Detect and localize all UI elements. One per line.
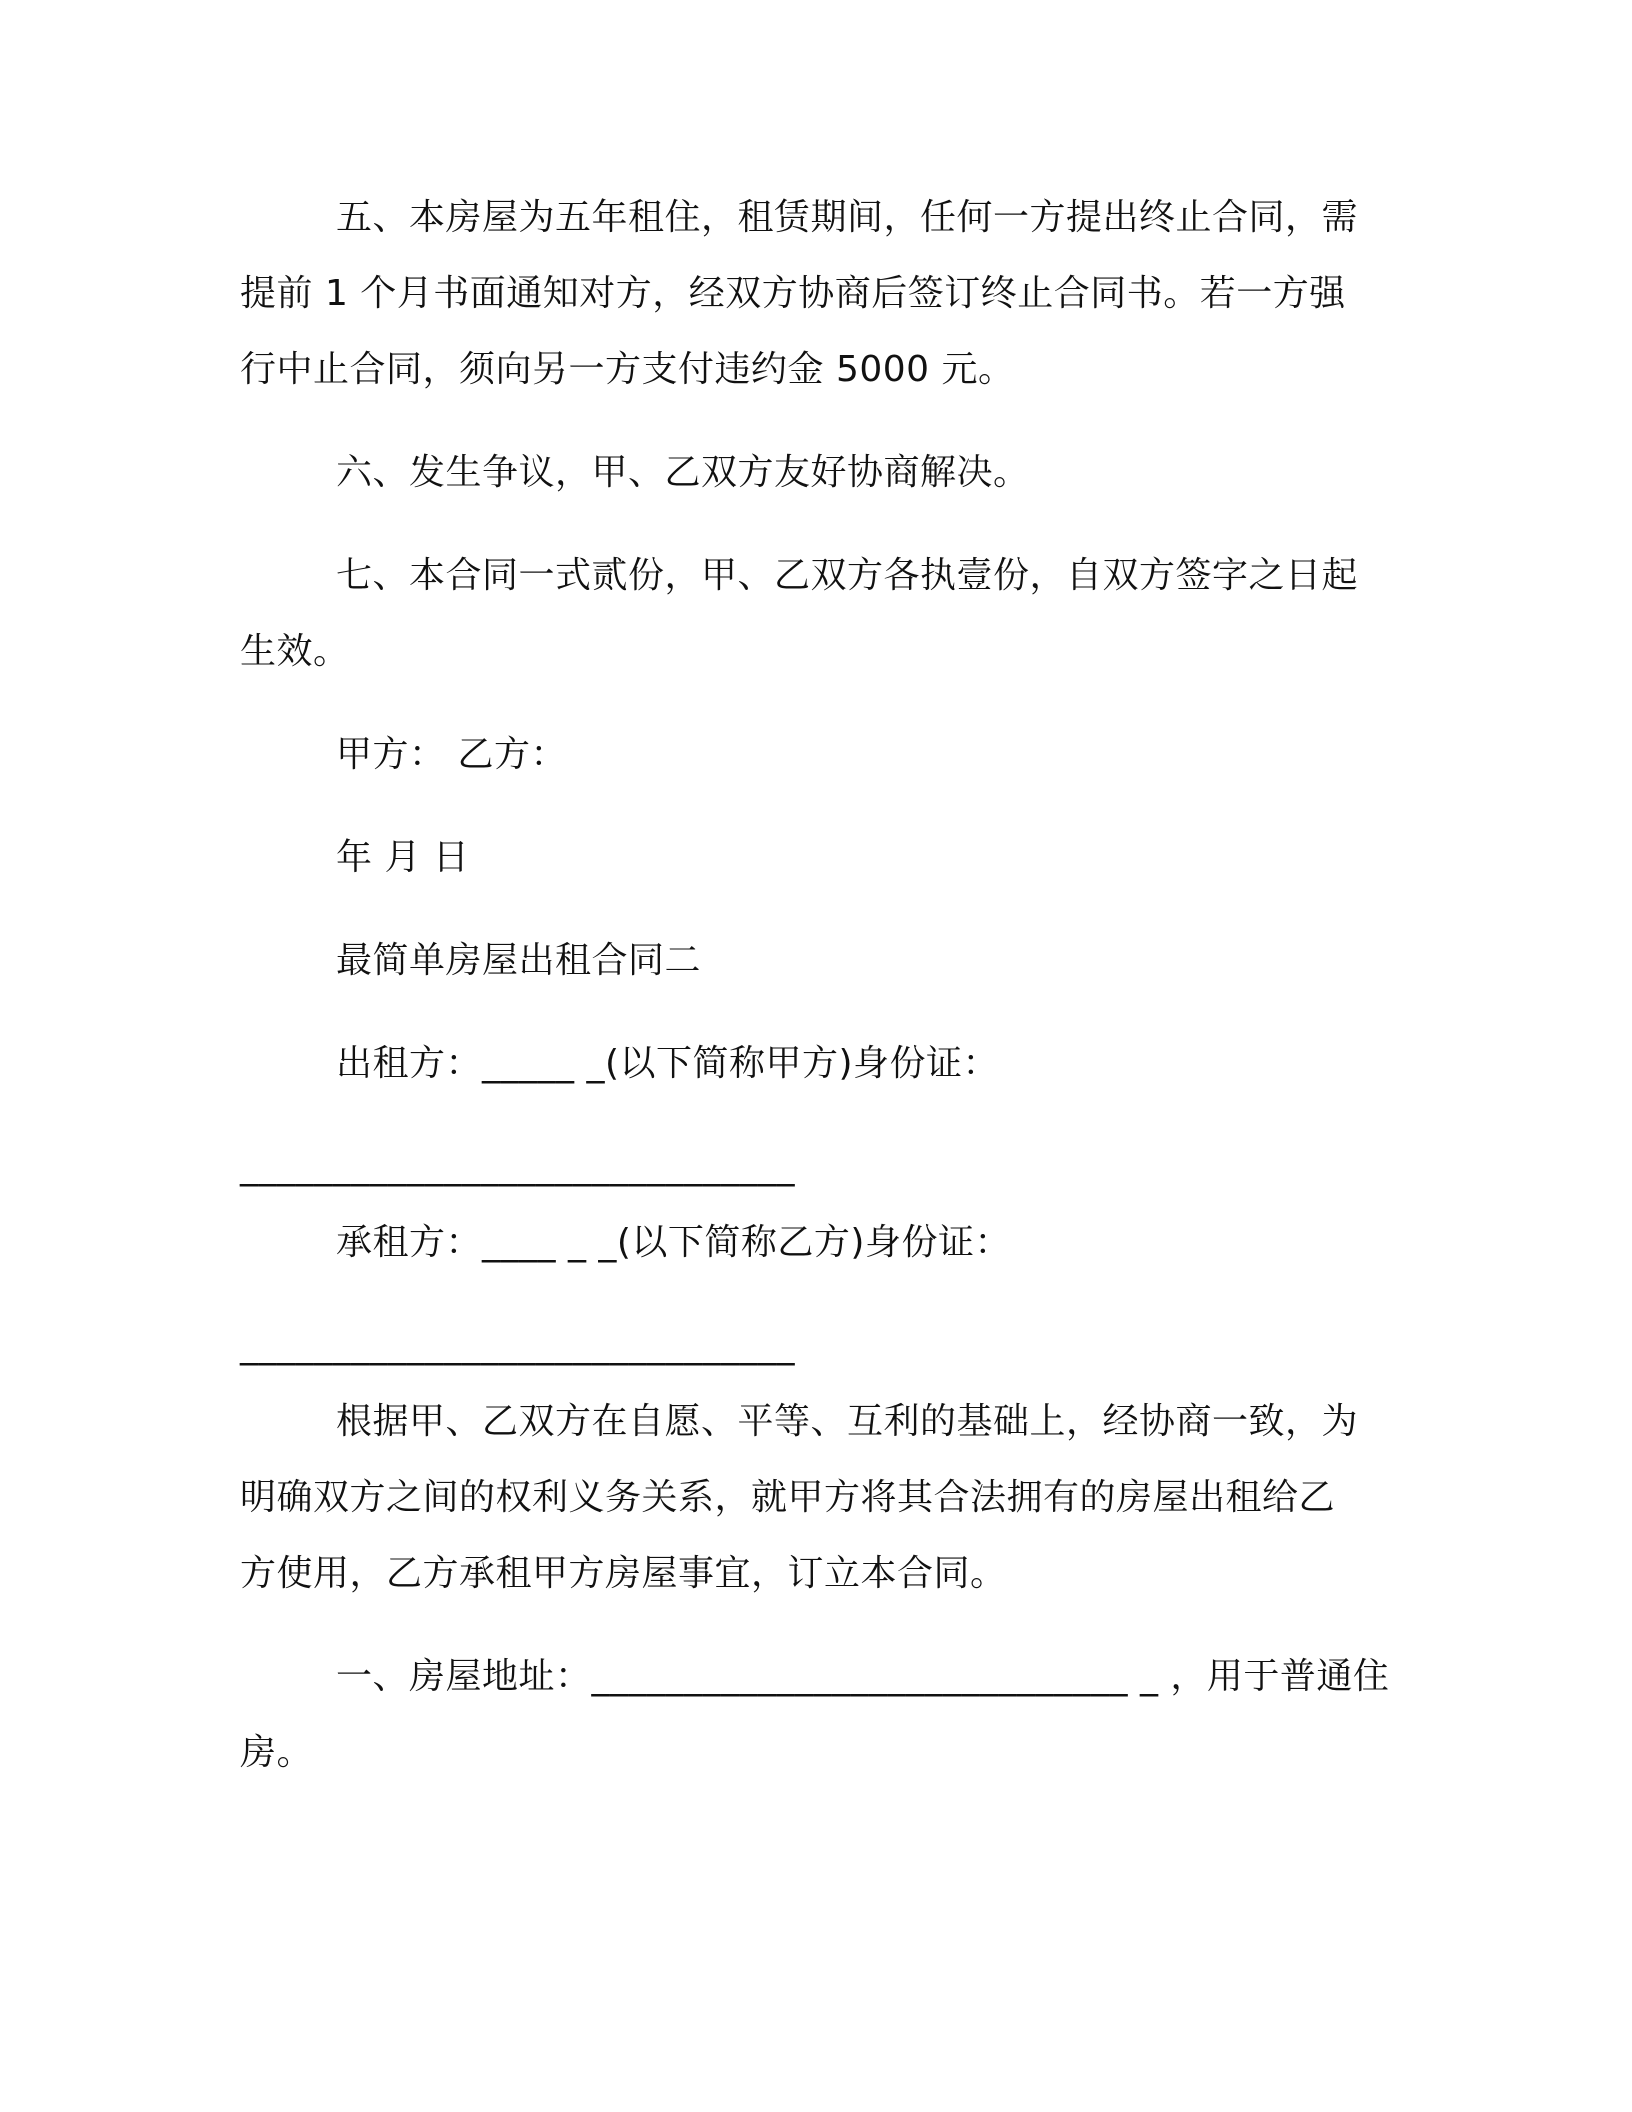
lessor-id-blank: ______________________________ <box>240 1146 795 1187</box>
preamble-line-3: 方使用，乙方承租甲方房屋事宜，订立本合同。 <box>240 1553 1007 1594</box>
clause-5-line-1: 五、本房屋为五年租住，租赁期间，任何一方提出终止合同，需 <box>336 197 1359 238</box>
lessee-id-blank: ______________________________ <box>240 1325 795 1366</box>
lessor-line: 出租方：_____ _(以下简称甲方)身份证： <box>336 1043 1000 1084</box>
preamble-line-2: 明确双方之间的权利义务关系，就甲方将其合法拥有的房屋出租给乙 <box>240 1477 1336 1518</box>
preamble-line-1: 根据甲、乙双方在自愿、平等、互利的基础上，经协商一致，为 <box>336 1401 1359 1442</box>
clause-6: 六、发生争议，甲、乙双方友好协商解决。 <box>336 452 1030 493</box>
lessee-line: 承租方：____ _ _(以下简称乙方)身份证： <box>336 1222 1011 1263</box>
contract-2-title: 最简单房屋出租合同二 <box>336 940 702 981</box>
clause-5-line-3: 行中止合同，须向另一方支付违约金 5000 元。 <box>240 349 1015 390</box>
article-1-line-2: 房。 <box>240 1732 314 1773</box>
clause-7-line-2: 生效。 <box>240 631 350 672</box>
clause-5-line-2: 提前 1 个月书面通知对方，经双方协商后签订终止合同书。若一方强 <box>240 273 1346 314</box>
date-line: 年 月 日 <box>336 837 470 878</box>
clause-7-line-1: 七、本合同一式贰份，甲、乙双方各执壹份，自双方签字之日起 <box>336 555 1359 596</box>
article-1-line-1: 一、房屋地址：_____________________________ _ ，用于普通住 <box>336 1656 1390 1697</box>
signature-line: 甲方： 乙方： <box>336 734 567 775</box>
